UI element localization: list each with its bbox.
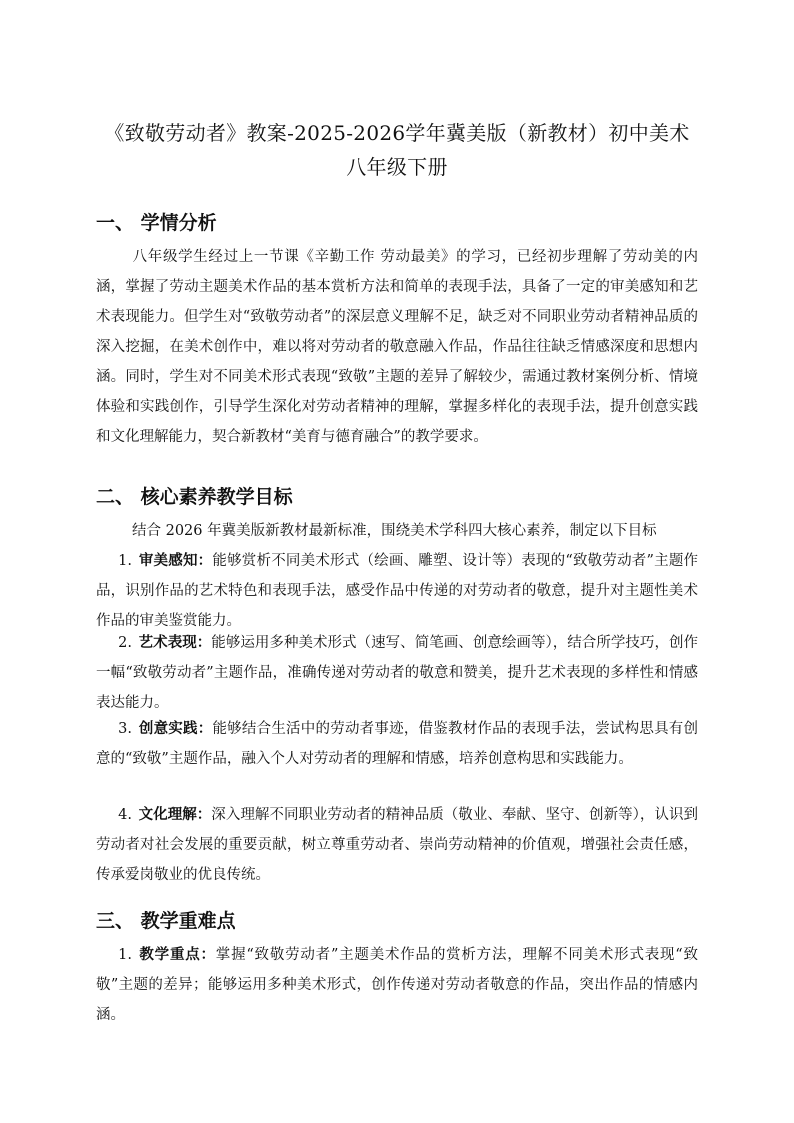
document-title-line-2: 八年级下册 — [346, 155, 448, 179]
section-2-intro-text: 结合 2026 年冀美版新教材最新标准，围绕美术学科四大核心素养，制定以下目标 — [132, 523, 657, 539]
document-title-line-1: 《致敬劳动者》教案-2025-2026学年冀美版（新教材）初中美术 — [104, 121, 690, 145]
section-heading-2: 二、 核心素养教学目标 — [96, 486, 293, 508]
objective-item-1-number: 1. — [118, 553, 132, 569]
key-point-item-1 — [96, 940, 698, 1030]
section-2-intro — [96, 516, 698, 546]
objective-item-2-number: 2. — [118, 635, 132, 651]
objective-item-3-label: 创意实践： — [138, 721, 213, 737]
objective-item-1 — [96, 546, 698, 636]
objective-item-2 — [96, 628, 698, 718]
objective-item-1-label: 审美感知： — [138, 553, 213, 569]
objective-item-4 — [96, 800, 698, 890]
objective-item-4-label: 文化理解： — [138, 807, 212, 823]
section-1-text: 八年级学生经过上一节课《辛勤工作 劳动最美》的学习，已经初步理解了劳动美的内涵，掌握了劳动主题美术作品的基本赏析方法和简单的表现手法，具备了一定的审美感知和艺术表现能力。但学生对“致敬劳动者”的深层意义理解不足，缺乏对不同职业劳动者精神品质的深入挖掘，在美术创作中，难以将对劳动者的敬意融入作品，作品往往缺乏情感深度和思想内涵。同时，学生对不同美术形式表现“致敬”主题的差异了解较少，需通过教材案例分析、情境体验和实践创作，引导学生深化对劳动者精神的理解，掌握多样化的表现手法，提升创意实践和文化理解能力，契合新教材“美育与德育融合”的教学要求。 — [96, 249, 698, 445]
objective-item-3-number: 3. — [118, 721, 132, 737]
objective-item-3-text: 能够结合生活中的劳动者事迹，借鉴教材作品的表现手法，尝试构思具有创意的“致敬”主题作品，融入个人对劳动者的理解和情感，培养创意构思和实践能力。 — [96, 721, 699, 767]
objective-item-2-label: 艺术表现： — [138, 635, 212, 651]
key-point-item-1-text: 掌握“致敬劳动者”主题美术作品的赏析方法，理解不同美术形式表现“致敬”主题的差异；能够运用多种美术形式，创作传递对劳动者敬意的作品，突出作品的情感内涵。 — [96, 947, 698, 1023]
objective-item-4-number: 4. — [118, 807, 132, 823]
objective-item-2-text: 能够运用多种美术形式（速写、简笔画、创意绘画等），结合所学技巧，创作一幅“致敬劳动者”主题作品，准确传递对劳动者的敬意和赞美，提升艺术表现的多样性和情感表达能力。 — [96, 635, 699, 711]
key-point-item-1-label: 教学重点： — [139, 947, 216, 963]
objective-item-1-text: 能够赏析不同美术形式（绘画、雕塑、设计等）表现的“致敬劳动者”主题作品，识别作品的艺术特色和表现手法，感受作品中传递的对劳动者的敬意，提升对主题性美术作品的审美鉴赏能力。 — [96, 553, 699, 629]
objective-item-4-text: 深入理解不同职业劳动者的精神品质（敬业、奉献、坚守、创新等），认识到劳动者对社会发展的重要贡献，树立尊重劳动者、崇尚劳动精神的价值观，增强社会责任感，传承爱岗敬业的优良传统。 — [96, 807, 699, 883]
section-1-paragraph — [96, 242, 698, 452]
key-point-item-1-number: 1. — [118, 947, 132, 963]
section-heading-3: 三、 教学重难点 — [96, 910, 236, 932]
objective-item-3 — [96, 714, 698, 774]
section-heading-1: 一、 学情分析 — [96, 212, 217, 234]
